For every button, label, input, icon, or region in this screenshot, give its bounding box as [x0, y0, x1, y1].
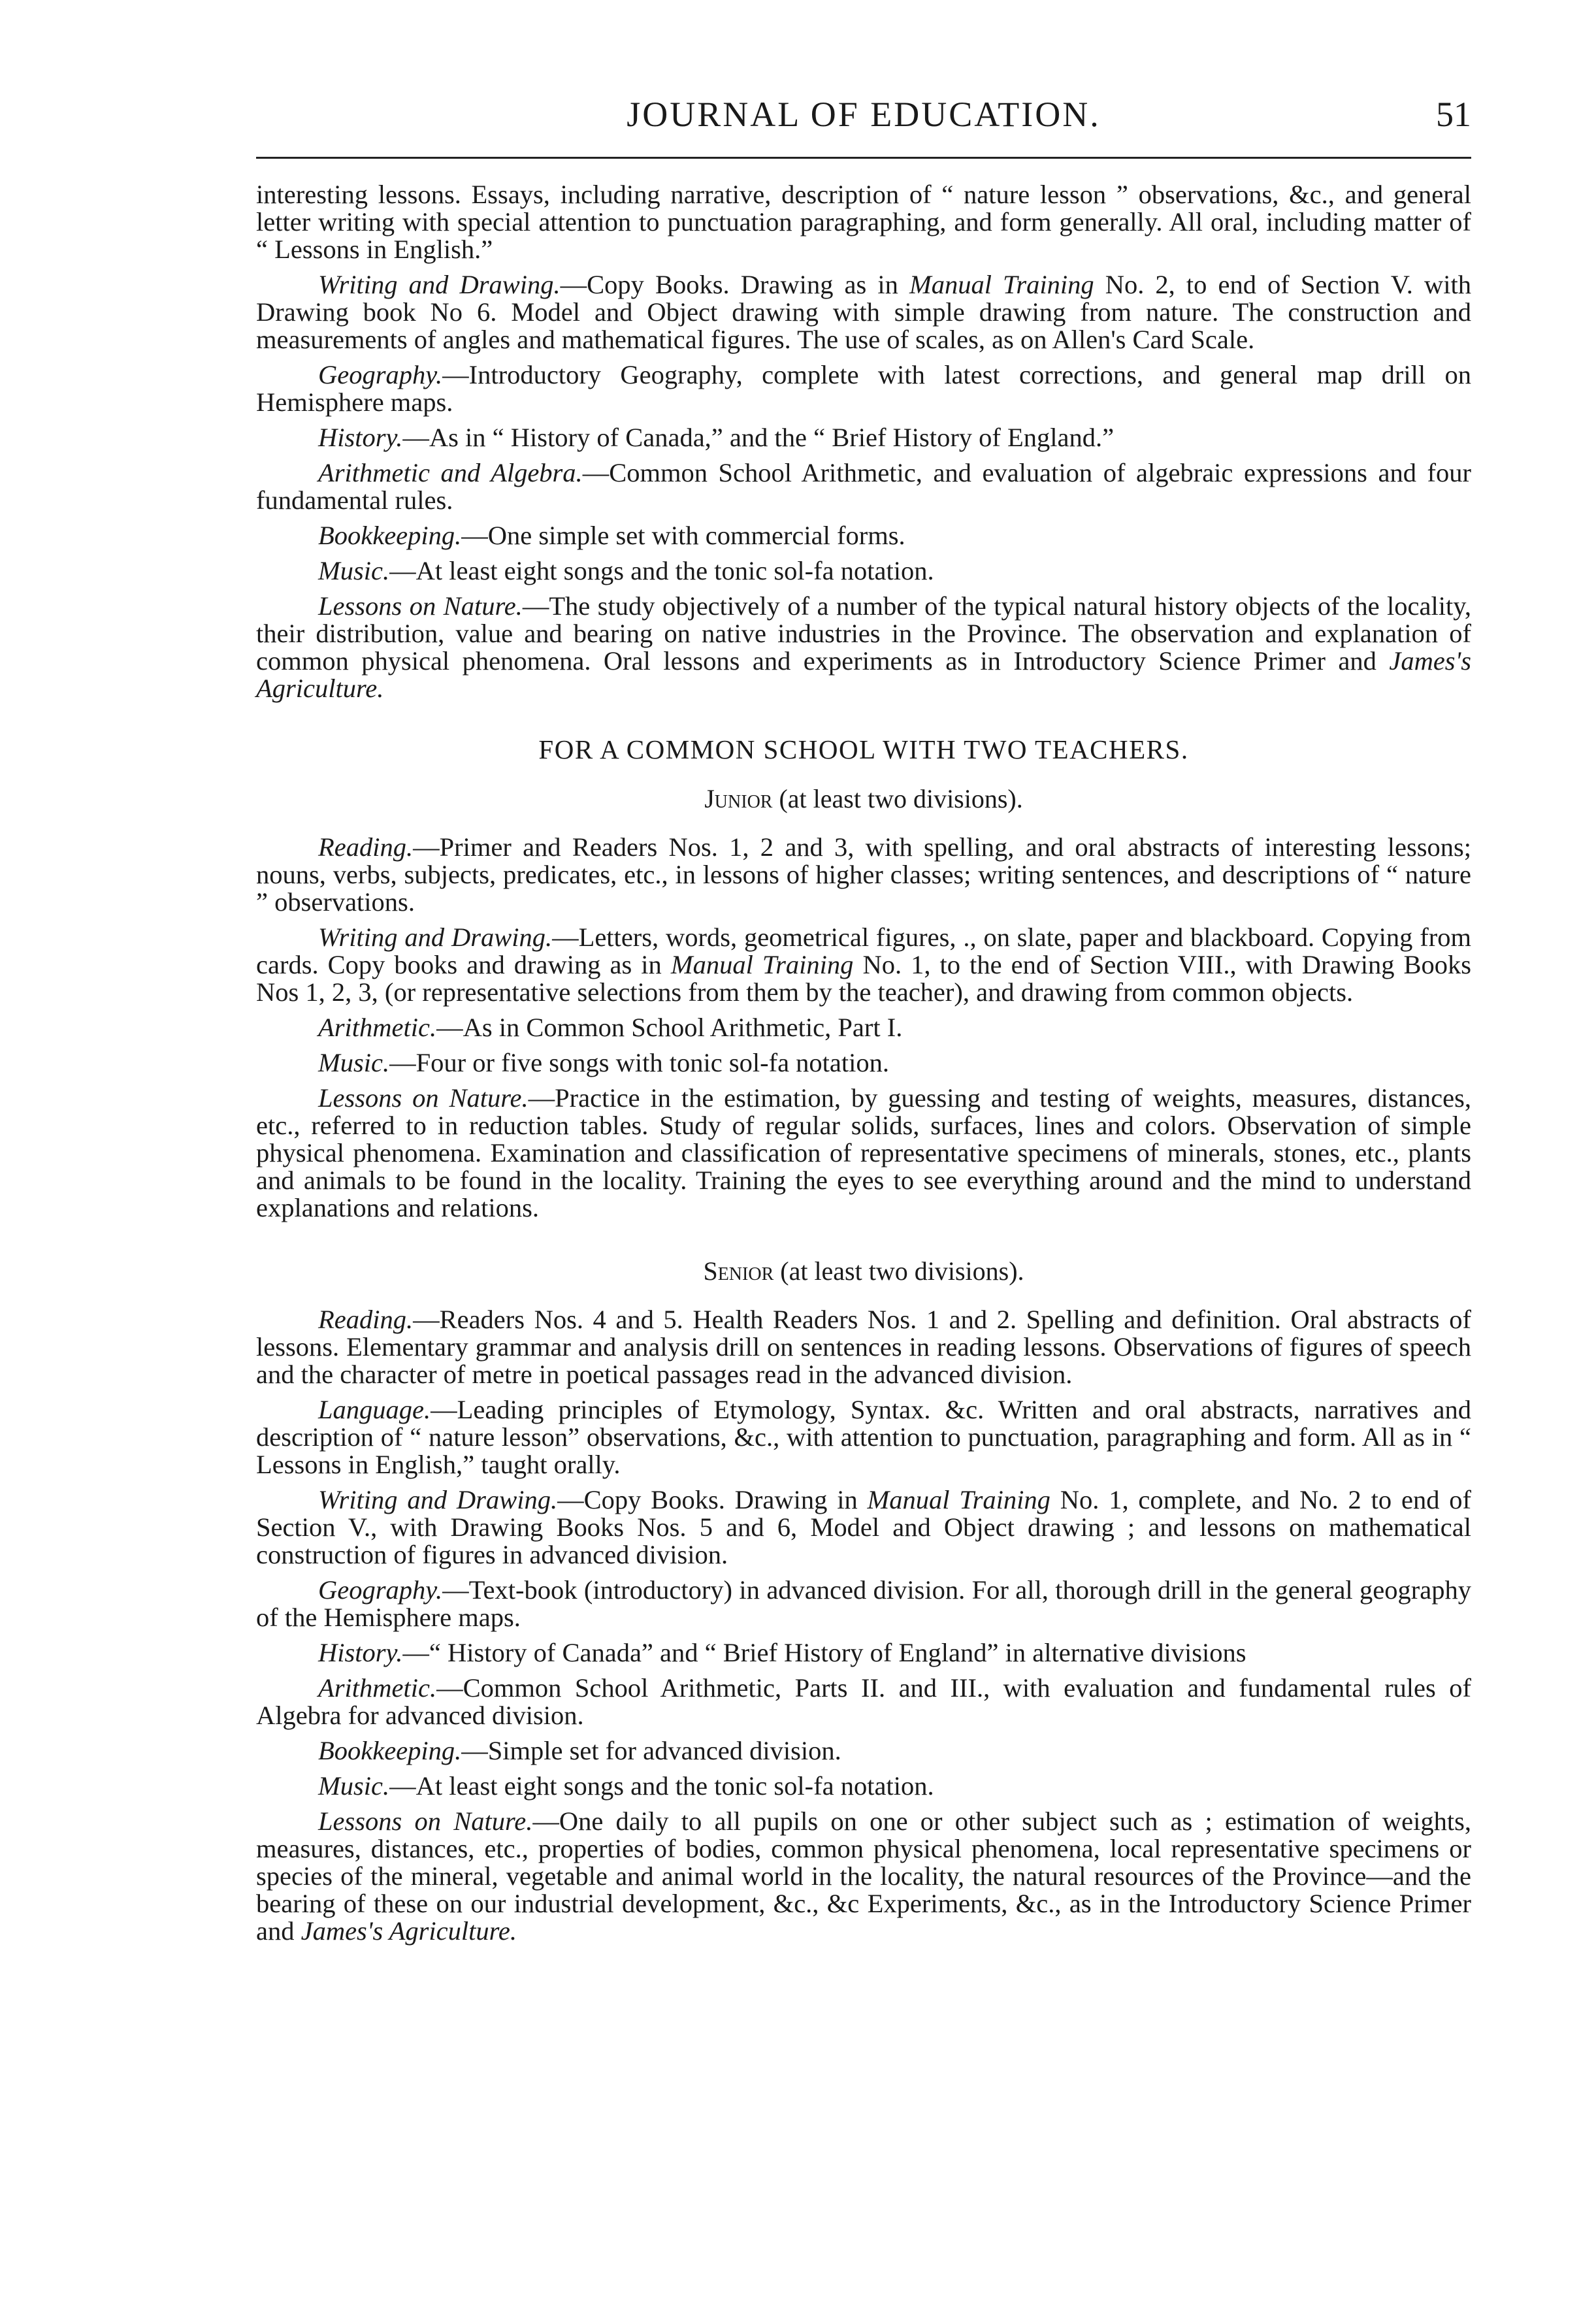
item-italic: Manual Training [867, 1485, 1050, 1514]
senior-title: Senior [703, 1256, 774, 1286]
item-label: Arithmetic. [318, 1013, 437, 1042]
item-label: Music. [318, 1771, 390, 1801]
senior-items [256, 1306, 1471, 1945]
curriculum-item [256, 1396, 1471, 1478]
item-label: Arithmetic and Algebra. [318, 458, 583, 487]
item-text: —Letters, words, geometrical figures, ., on slate, paper and blackboard. Copying from cards. Copy books and drawing as in [256, 922, 1471, 979]
spacer [256, 1230, 1471, 1256]
item-text: —Four or five songs with tonic sol-fa notation. [389, 1048, 890, 1077]
item-label: Arithmetic. [318, 1673, 437, 1703]
curriculum-item [256, 557, 1471, 585]
senior-title-rest: (at least two divisions). [774, 1256, 1024, 1286]
junior-items [256, 834, 1471, 1222]
item-italic: Manual Training [909, 270, 1094, 299]
item-text: —Common School Arithmetic, and evaluation of algebraic expressions and four fundamental rules. [256, 458, 1471, 515]
curriculum-item [256, 459, 1471, 514]
running-title: JOURNAL OF EDUCATION. [627, 95, 1101, 134]
item-text: —Primer and Readers Nos. 1, 2 and 3, with spelling, and oral abstracts of interesting lessons; nouns, verbs, subjects, predicates, etc., in lessons of higher classes; writing sentences, and descriptions of “ nature ” observations. [256, 832, 1471, 917]
item-text: No. 2, to end of Section V. with Drawing book No 6. Model and Object drawing with simple drawing from nature. The construction and measurements of angles and mathematical figures. The use of scales, as on Allen's Card Scale. [256, 270, 1471, 354]
curriculum-item [256, 924, 1471, 1006]
item-label: Lessons on Nature. [318, 1806, 533, 1836]
curriculum-item [256, 1772, 1471, 1800]
item-label: Bookkeeping. [318, 1736, 462, 1765]
curriculum-item [256, 1486, 1471, 1569]
page-number: 51 [1436, 95, 1471, 134]
junior-subheading [256, 783, 1471, 814]
item-label: Reading. [318, 1305, 414, 1334]
curriculum-item [256, 593, 1471, 702]
item-text: —One daily to all pupils on one or other subject such as ; estimation of weights, measures, distances, etc., properties of bodies, common physical phenomena, local representative specimens or species of the mineral, vegetable and animal world in the locality, the natural resources of the Province—and the bearing of these on our industrial development, &c., &c Experiments, &c., as in the Introductory Science Primer and [256, 1806, 1471, 1946]
item-label: Reading. [318, 832, 414, 862]
curriculum-item [256, 271, 1471, 353]
senior-subheading [256, 1256, 1471, 1286]
junior-title-rest: (at least two divisions). [772, 784, 1023, 813]
item-label: History. [318, 423, 403, 452]
header-rule [256, 157, 1471, 159]
item-label: Writing and Drawing. [318, 922, 553, 952]
intro-items [256, 271, 1471, 702]
page-header [256, 85, 1471, 157]
curriculum-item [256, 361, 1471, 416]
curriculum-item [256, 834, 1471, 916]
curriculum-item [256, 1808, 1471, 1945]
item-italic: Manual Training [670, 950, 854, 979]
item-label: Bookkeeping. [318, 521, 462, 550]
item-label: Music. [318, 1048, 390, 1077]
section-heading: FOR A COMMON SCHOOL WITH TWO TEACHERS. [538, 734, 1189, 764]
item-text: —At least eight songs and the tonic sol-fa notation. [389, 556, 934, 585]
intro-paragraph: interesting lessons. Essays, including narrative, description of “ nature lesson ” observations, &c., and general letter writing with special attention to punctuation paragraphing, and form generally. All oral, including matter of “ Lessons in English.” [256, 180, 1471, 264]
item-label: Lessons on Nature. [318, 1083, 529, 1113]
curriculum-item [256, 1014, 1471, 1041]
curriculum-item [256, 1674, 1471, 1729]
item-text: No. 1, to the end of Section VIII., with Drawing Books Nos 1, 2, 3, (or representative selections from them by the teacher), and drawing from common objects. [256, 950, 1472, 1007]
item-text: No. 1, complete, and No. 2 to end of Section V., with Drawing Books Nos. 5 and 6, Model and Object drawing ; and lessons on mathematical construction of figures in advanced division. [256, 1485, 1472, 1569]
item-text: —Introductory Geography, complete with latest corrections, and general map drill on Hemisphere maps. [256, 360, 1471, 417]
curriculum-item [256, 1306, 1471, 1388]
item-label: Language. [318, 1395, 431, 1424]
item-text: —Text-book (introductory) in advanced division. For all, thorough drill in the general geography of the Hemisphere maps. [256, 1575, 1471, 1632]
item-text: —The study objectively of a number of the typical natural history objects of the locality, their distribution, value and bearing on native industries in the Province. The observation and explanation of common physical phenomena. Oral lessons and experiments as in Introductory Science Primer and [256, 591, 1471, 676]
item-italic: James's Agriculture. [256, 646, 1471, 703]
item-text: —At least eight songs and the tonic sol-fa notation. [389, 1771, 934, 1801]
item-label: Music. [318, 556, 390, 585]
item-text: —Copy Books. Drawing as in [560, 270, 909, 299]
item-text: —“ History of Canada” and “ Brief History of England” in alternative divisions [402, 1638, 1246, 1667]
item-text: —As in Common School Arithmetic, Part I. [436, 1013, 903, 1042]
item-label: Geography. [318, 360, 443, 389]
item-label: Geography. [318, 1575, 443, 1605]
curriculum-item [256, 1049, 1471, 1077]
item-italic: James's Agriculture. [301, 1916, 517, 1946]
item-label: History. [318, 1638, 403, 1667]
curriculum-item [256, 1576, 1471, 1631]
item-text: —Readers Nos. 4 and 5. Health Readers Nos. 1 and 2. Spelling and definition. Oral abstracts of lessons. Elementary grammar and analysis drill on sentences in reading lessons. Observations of figures of speech and the character of metre in poetical passages read in the advanced division. [256, 1305, 1471, 1389]
page [256, 85, 1471, 1953]
item-text: —Common School Arithmetic, Parts II. and III., with evaluation and fundamental rules of Algebra for advanced division. [256, 1673, 1471, 1730]
item-label: Writing and Drawing. [318, 1485, 558, 1514]
curriculum-item [256, 522, 1471, 549]
item-text: —As in “ History of Canada,” and the “ Brief History of England.” [402, 423, 1115, 452]
junior-title: Junior [704, 784, 773, 813]
curriculum-item [256, 1737, 1471, 1765]
item-text: —Leading principles of Etymology, Syntax. &c. Written and oral abstracts, narratives and description of “ nature lesson” observations, &c., with attention to punctuation, paragraphing and form. All as in “ Lessons in English,” taught orally. [256, 1395, 1471, 1479]
item-label: Writing and Drawing. [318, 270, 561, 299]
item-text: —Copy Books. Drawing in [557, 1485, 868, 1514]
item-label: Lessons on Nature. [318, 591, 523, 621]
item-text: —Practice in the estimation, by guessing and testing of weights, measures, distances, etc., referred to in reduction tables. Study of regular solids, surfaces, lines and colors. Observation of simple physical phenomena. Examination and classification of representative specimens of minerals, stones, etc., plants and animals to be found in the locality. Training the eyes to see everything around and the mind to understand explanations and relations. [256, 1083, 1471, 1222]
curriculum-item [256, 424, 1471, 451]
curriculum-item [256, 1085, 1471, 1222]
item-text: —One simple set with commercial forms. [461, 521, 905, 550]
curriculum-item [256, 1639, 1471, 1667]
item-text: —Simple set for advanced division. [461, 1736, 841, 1765]
